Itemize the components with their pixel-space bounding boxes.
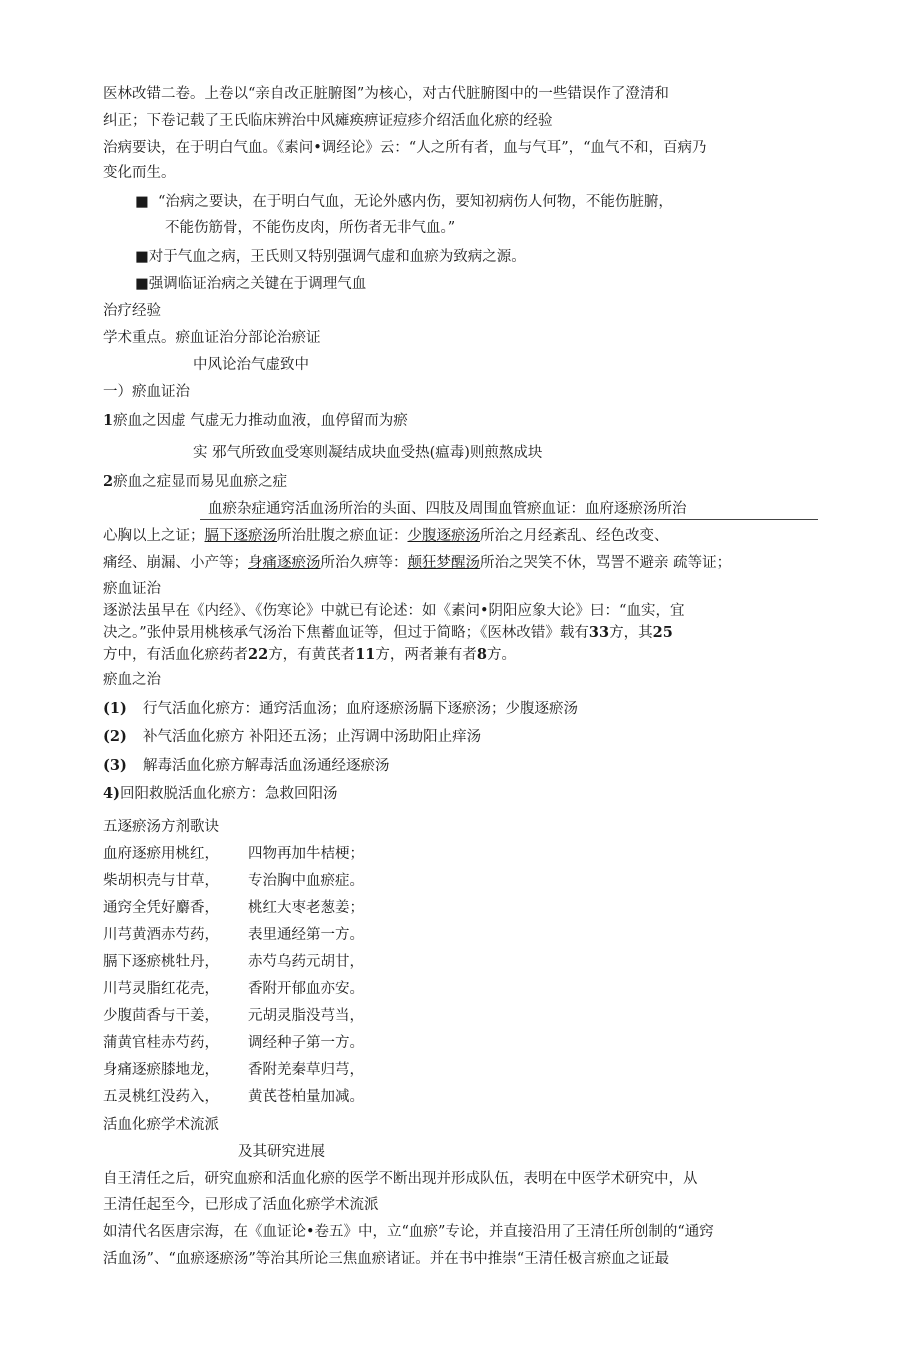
item-number: (3) xyxy=(103,757,127,774)
verse-right: 四物再加牛桔梗； xyxy=(248,846,364,862)
bullet-1-line-1: “治病之要诀，在于明白气血，无论外感内伤，要知初病伤人何物，不能伤脏腑， xyxy=(158,194,673,210)
verse-right: 香附开郁血亦安。 xyxy=(248,981,364,997)
bullet-icon: ■ xyxy=(135,276,149,292)
count-number: 11 xyxy=(355,646,376,663)
verse-left: 少腹茴香与干姜， xyxy=(103,1008,219,1024)
verse-right: 桃红大枣老葱姜； xyxy=(248,900,364,916)
symptom-line-2: 血瘀杂症通窍活血汤所治的头面、四肢及周围血管瘀血证：血府逐瘀汤所治 xyxy=(208,501,687,517)
verse-left: 川芎黄酒赤芍药， xyxy=(103,927,219,943)
verse-left: 通窍全凭好麝香， xyxy=(103,900,219,916)
treatment-title: 瘀血之治 xyxy=(103,672,161,688)
symptom-number: 2 xyxy=(103,473,114,490)
bullet-icon: ■ xyxy=(135,249,149,265)
symptom-line-3 xyxy=(103,526,669,546)
count-number: 25 xyxy=(652,624,673,641)
count-number: 33 xyxy=(588,624,610,641)
cause-number: 1 xyxy=(103,412,114,429)
school-line-4: 活血汤”、“血瘀逐瘀汤”等治其所论三焦血瘀诸证。并在书中推崇“王清任极言瘀血之证最 xyxy=(103,1251,670,1267)
bullet-icon: ■ xyxy=(135,194,149,210)
history-title: 瘀血证治 xyxy=(103,581,161,597)
bullet-2-text: 对于气血之病，王氏则又特别强调气虚和血瘀为致病之源。 xyxy=(148,249,526,265)
school-line-3: 如清代名医唐宗海，在《血证论•卷五》中，立“血瘀”专论，并直接沿用了王清任所创制的“通窍 xyxy=(103,1224,714,1240)
heading-experience: 治疗经验 xyxy=(103,303,161,319)
item-text: 回阳救脱活血化瘀方：急救回阳汤 xyxy=(119,786,338,802)
text-span: 痛经、崩漏、小产等； xyxy=(103,555,248,571)
verse-left: 五灵桃红没药入， xyxy=(103,1089,219,1105)
item-text: 解毒活血化瘀方解毒活血汤通经逐瘀汤 xyxy=(143,758,390,774)
verse-right: 元胡灵脂没芎当， xyxy=(248,1008,364,1024)
verse-title: 五逐瘀汤方剂歌诀 xyxy=(103,819,219,835)
item-number: (1) xyxy=(103,700,127,717)
text-span: 心胸以上之证； xyxy=(103,528,205,544)
formula-link-shentong: 身痛逐瘀汤 xyxy=(248,555,321,571)
verse-left: 蒲黄官桂赤芍药， xyxy=(103,1035,219,1051)
school-line-1: 自王清任之后，研究血瘀和活血化瘀的医学不断出现并形成队伍，表明在中医学术研究中，从 xyxy=(103,1171,698,1187)
school-title: 活血化瘀学术流派 xyxy=(103,1117,219,1133)
symptom-line-4 xyxy=(103,553,731,573)
text-span: 方，其 xyxy=(609,625,653,641)
school-line-2: 王清任起至今，已形成了活血化瘀学术流派 xyxy=(103,1197,379,1213)
verse-right: 香附羌秦草归芎， xyxy=(248,1062,364,1078)
text-span: 所治之月经紊乱、经色改变、 xyxy=(480,528,669,544)
history-line-2 xyxy=(103,623,673,643)
stroke-treatment: 中风论治气虚致中 xyxy=(193,357,309,373)
bullet-2 xyxy=(135,247,526,267)
bullet-1-line-2: 不能伤筋骨，不能伤皮肉，所伤者无非气血。” xyxy=(165,220,456,236)
intro-line-2: 纠正；下卷记载了王氏临床辨治中风瘫痪痹证痘疹介绍活血化瘀的经验 xyxy=(103,113,553,129)
text-span: 所治久痹等： xyxy=(320,555,408,571)
verse-right: 黄芪苍柏量加减。 xyxy=(248,1089,364,1105)
verse-right: 赤芍乌药元胡甘， xyxy=(248,954,364,970)
treatment-item xyxy=(103,784,337,804)
divider-line xyxy=(200,519,818,520)
treatment-item xyxy=(103,727,481,747)
verse-left: 柴胡枳壳与甘草， xyxy=(103,873,219,889)
verse-left: 膈下逐瘀桃牡丹， xyxy=(103,954,219,970)
academic-focus: 学术重点。瘀血证治分部论治瘀证 xyxy=(103,330,321,346)
text-span: 方，两者兼有者 xyxy=(375,647,477,663)
verse-left: 血府逐瘀用桃红， xyxy=(103,846,219,862)
formula-link-shaofu: 少腹逐瘀汤 xyxy=(407,528,480,544)
count-number: 22 xyxy=(248,646,269,663)
history-line-1: 逐淤法虽早在《内经》、《伤寒论》中就已有论述：如《素问•阴阳应象大论》曰：“血实，宜 xyxy=(103,603,685,619)
formula-link-diankuang: 颠狂梦醒汤 xyxy=(407,555,480,571)
verse-right: 调经种子第一方。 xyxy=(248,1035,364,1051)
verse-right: 专治胸中血瘀症。 xyxy=(248,873,364,889)
bullet-3-text: 强调临证治病之关键在于调理气血 xyxy=(148,276,367,292)
cause-line-1 xyxy=(103,411,408,431)
text-span: 方中，有活血化瘀药者 xyxy=(103,647,248,663)
verse-left: 身痛逐瘀膝地龙， xyxy=(103,1062,219,1078)
verse-left: 川芎灵脂红花壳， xyxy=(103,981,219,997)
treatment-item xyxy=(103,699,578,719)
item-text: 补气活血化瘀方 补阳还五汤；止泻调中汤助阳止痒汤 xyxy=(143,729,482,745)
cause-line-2: 实 邪气所致血受寒则凝结成块血受热(瘟毒)则煎熬成块 xyxy=(193,445,543,461)
school-subtitle: 及其研究进展 xyxy=(238,1144,325,1160)
formula-link-gexia: 膈下逐瘀汤 xyxy=(204,528,277,544)
count-number: 8 xyxy=(476,646,487,663)
text-span: 所治肚腹之瘀血证： xyxy=(277,528,408,544)
text-span: 方，有黄芪者 xyxy=(268,647,356,663)
symptom-line-1 xyxy=(103,472,287,492)
intro-line-1: 医林改错二卷。上卷以“亲自改正脏腑图”为核心，对古代脏腑图中的一些错误作了澄清和 xyxy=(103,86,669,102)
intro-line-3: 治病要诀，在于明白气血。《素问•调经论》云：“人之所有者，血与气耳”，“血气不和，百病乃 xyxy=(103,140,707,156)
intro-line-4: 变化而生。 xyxy=(103,165,176,181)
verse-right: 表里通经第一方。 xyxy=(248,927,364,943)
treatment-item xyxy=(103,756,390,776)
text-span: 所治之哭笑不休，骂詈不避亲 疏等证； xyxy=(480,555,732,571)
item-number: 4) xyxy=(103,785,120,802)
bullet-3 xyxy=(135,274,366,294)
text-span: 决之。”张仲景用桃核承气汤治下焦蓄血证等，但过于简略；《医林改错》载有 xyxy=(103,625,589,641)
item-text: 行气活血化瘀方：通窍活血汤；血府逐瘀汤膈下逐瘀汤；少腹逐瘀汤 xyxy=(143,701,578,717)
history-line-3 xyxy=(103,645,516,665)
text-span: 方。 xyxy=(486,647,516,663)
symptom-text: 瘀血之症显而易见血瘀之症 xyxy=(113,474,288,490)
heading-blood-stasis: 一）瘀血证治 xyxy=(103,384,190,400)
cause-text: 瘀血之因虚 气虚无力推动血液，血停留而为瘀 xyxy=(113,413,408,429)
item-number: (2) xyxy=(103,728,127,745)
